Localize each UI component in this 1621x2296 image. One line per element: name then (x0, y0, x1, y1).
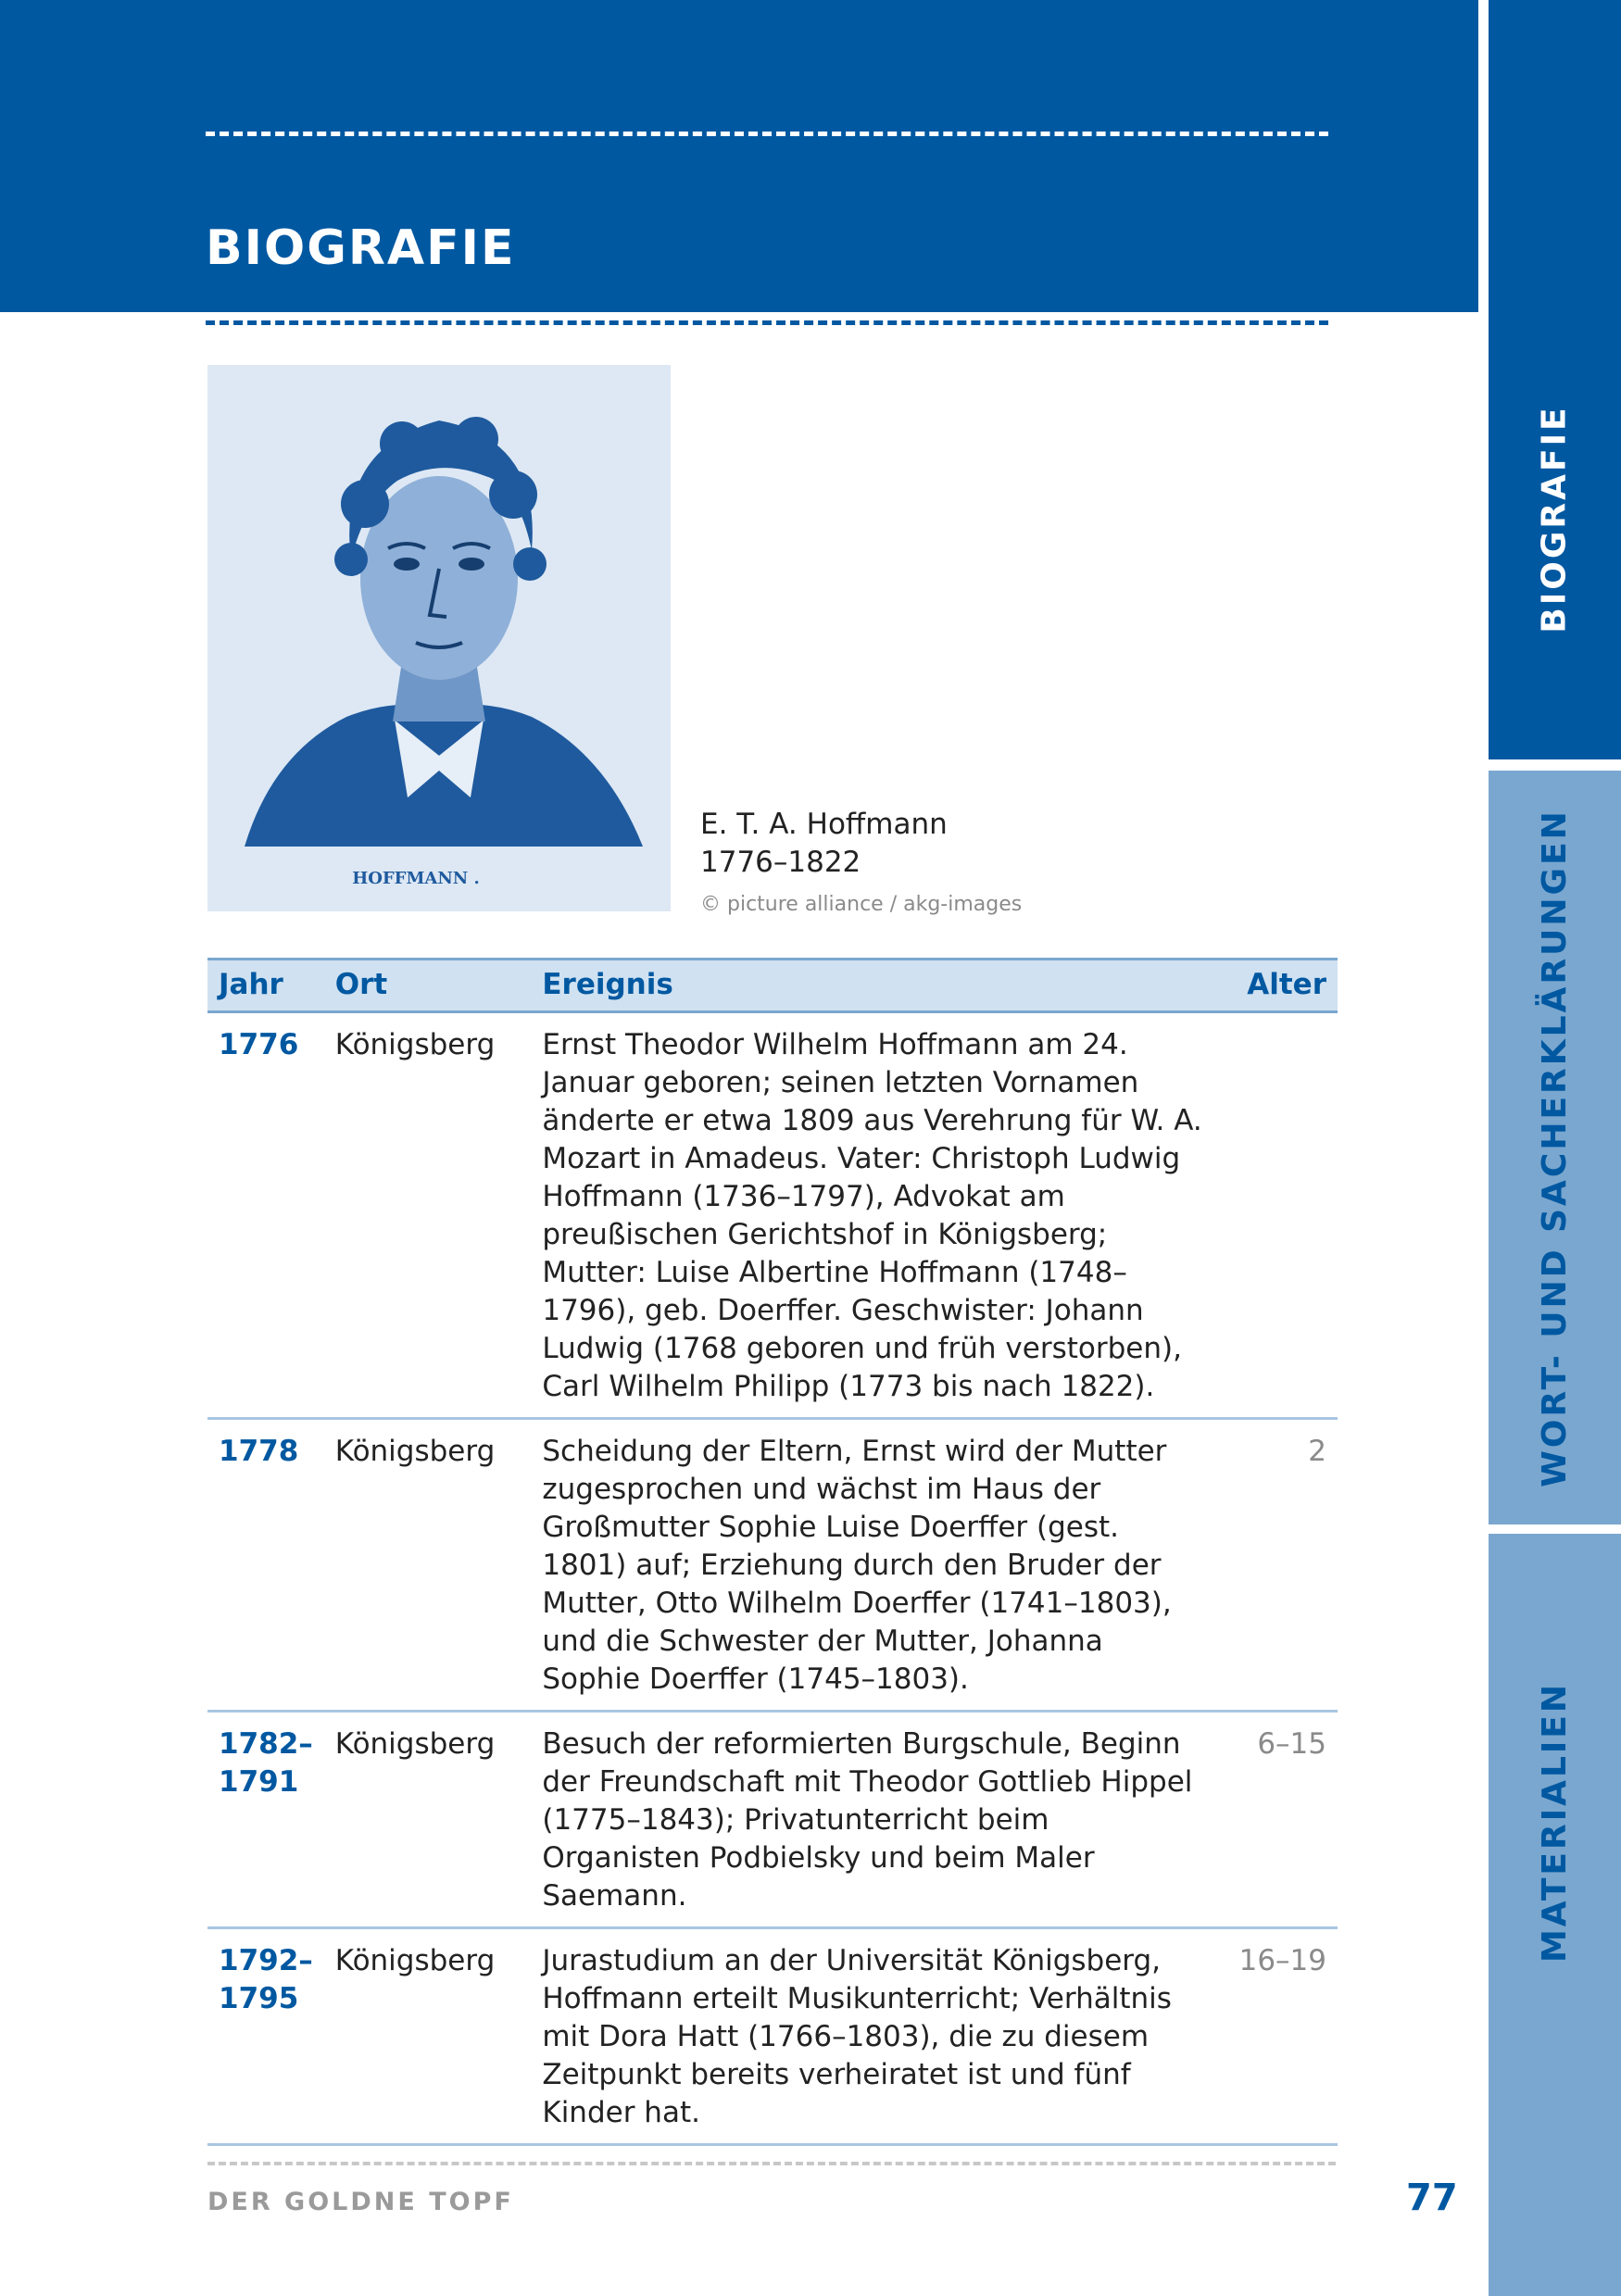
cell-alter: 16–19 (1213, 1928, 1338, 2145)
cell-ereignis: Jurastudium an der Universität Königsberg, Hoffmann erteilt Musikunterricht; Verhältnis mit Dora Hatt (1766–1803), die zu diesem Zeitpunkt bereits verheiratet ist und fünf Kinder hat. (531, 1928, 1213, 2145)
cell-alter (1213, 1012, 1338, 1419)
cell-ort: Königsberg (324, 1419, 532, 1712)
table-row (207, 1012, 1338, 1419)
cell-ereignis: Scheidung der Eltern, Ernst wird der Mutter zugesprochen und wächst im Haus der Großmutter Sophie Luise Doerffer (gest. 1801) auf; Erziehung durch den Bruder der Mutter, Otto Wilhelm Doerffer (1741–1803), und die Schwester der Mutter, Johanna Sophie Doerffer (1745–1803). (531, 1419, 1213, 1712)
footer-divider (207, 2162, 1336, 2165)
portrait-engraving (207, 365, 671, 911)
table-header-row (207, 960, 1338, 1012)
cell-ort: Königsberg (324, 1012, 532, 1419)
tab-label: WORT- UND SACHERKLÄRUNGEN (1536, 808, 1575, 1487)
tab-label: MATERIALIEN (1536, 1681, 1575, 1964)
cell-ereignis: Ernst Theodor Wilhelm Hoffmann am 24. Januar geboren; seinen letzten Vornamen änderte er etwa 1809 aus Verehrung für W. A. Mozart in Amadeus. Vater: Christoph Ludwig Hoffmann (1736–1797), Advokat am preußischen Gerichtshof in Königsberg; Mutter: Luise Albertine Hoffmann (1748–1796), geb. Doerffer. Geschwister: Johann Ludwig (1768 geboren und früh verstorben), Carl Wilhelm Philipp (1773 bis nach 1822). (531, 1012, 1213, 1419)
table-row (207, 1712, 1338, 1928)
cell-alter: 6–15 (1213, 1712, 1338, 1928)
cell-jahr: 1776 (207, 1012, 324, 1419)
tab-label: BIOGRAFIE (1536, 404, 1574, 634)
footer-book-title: DER GOLDNE TOPF (207, 2188, 514, 2216)
column-header-jahr: Jahr (207, 960, 324, 1012)
tab-biografie[interactable] (1489, 0, 1621, 759)
cell-jahr: 1782– 1791 (207, 1712, 324, 1928)
portrait-inscription: HOFFMANN . (352, 869, 480, 888)
column-header-ereignis: Ereignis (531, 960, 1213, 1012)
cell-alter: 2 (1213, 1419, 1338, 1712)
portrait-image (207, 365, 671, 911)
table-row (207, 1419, 1338, 1712)
cell-ereignis: Besuch der reformierten Burgschule, Beginn der Freundschaft mit Theodor Gottlieb Hippel (1775–1843); Privatunterricht beim Organisten Podbielsky und beim Maler Saemann. (531, 1712, 1213, 1928)
cell-jahr: 1792– 1795 (207, 1928, 324, 2145)
header-divider (206, 132, 1328, 136)
biography-table (207, 958, 1338, 2146)
column-header-ort: Ort (324, 960, 532, 1012)
header-underline (206, 320, 1328, 325)
cell-ort: Königsberg (324, 1928, 532, 2145)
cell-ort: Königsberg (324, 1712, 532, 1928)
tab-wort-und-sacherklaerungen[interactable] (1489, 771, 1621, 1524)
page-number: 77 (1406, 2177, 1458, 2219)
image-credit: © picture alliance / akg-images (700, 893, 1023, 916)
cell-jahr: 1778 (207, 1419, 324, 1712)
portrait-caption-years: 1776–1822 (700, 846, 861, 879)
column-header-alter: Alter (1213, 960, 1338, 1012)
tab-materialien[interactable] (1489, 1534, 1621, 2296)
portrait-caption-name: E. T. A. Hoffmann (700, 808, 948, 841)
table-row (207, 1928, 1338, 2145)
page-title: BIOGRAFIE (206, 220, 516, 276)
